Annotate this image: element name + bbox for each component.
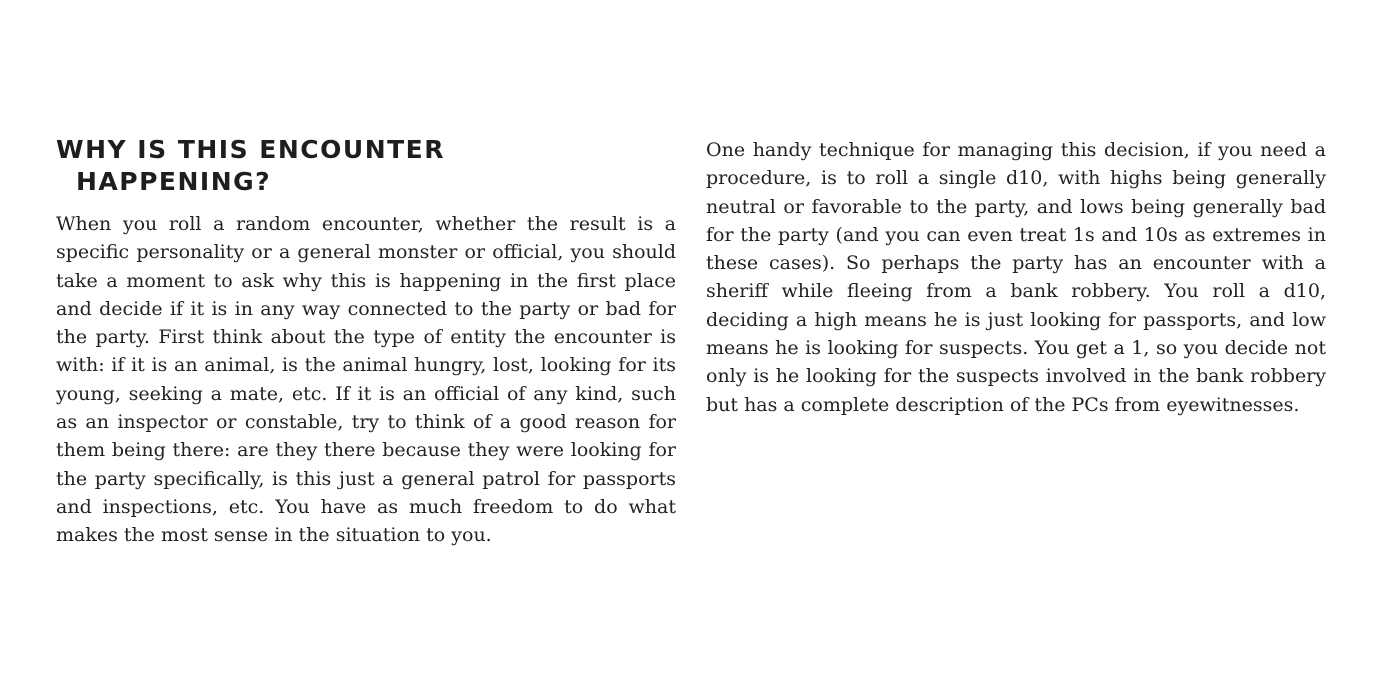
section-heading [56,134,496,198]
section-heading-line1: WHY IS THIS ENCOUNTER [56,135,446,164]
left-column [56,134,676,550]
paragraph-encounter-reason: When you roll a random encounter, whether the result is a specific personality or a general monster or official, you should take a moment to ask why this is happening in the first place and decide if it is in any way connected to the party or bad for the party. First think about the type of entity the encounter is with: if it is an animal, is the animal hungry, lost, looking for its young, seeking a mate, etc. If it is an official of any kind, such as an inspector or constable, try to think of a good reason for them being there: are they there because they were looking for the party specifically, is this just a general patrol for passports and inspections, etc. You have as much freedom to do what makes the most sense in the situation to you. [56,213,676,547]
right-column [706,136,1326,419]
section-heading-line2: HAPPENING? [76,167,272,196]
paragraph-d10-technique: One handy technique for managing this decision, if you need a procedure, is to roll a single d10, with highs being generally neutral or favorable to the party, and lows being generally bad for the party (and you can even treat 1s and 10s as extremes in these cases). So perhaps the party has an encounter with a sheriff while fleeing from a bank robbery. You roll a d10, deciding a high means he is just looking for passports, and low means he is looking for suspects. You get a 1, so you decide not only is he looking for the suspects involved in the bank robbery but has a complete description of the PCs from eyewitnesses. [706,139,1326,416]
